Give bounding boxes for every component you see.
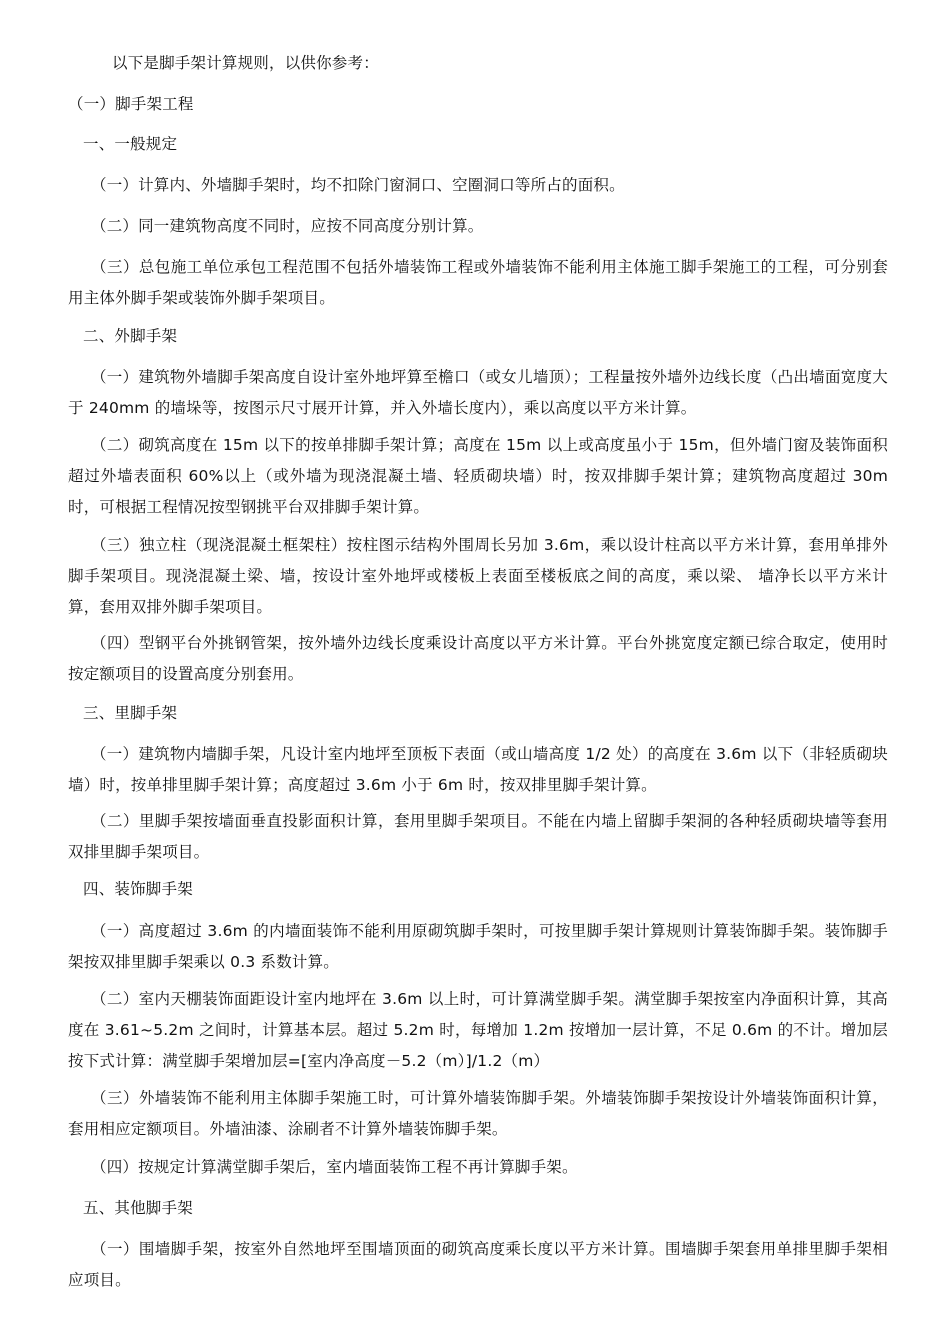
section-title-external: 二、外脚手架 <box>83 327 178 345</box>
paragraph: （四）按规定计算满堂脚手架后，室内墙面装饰工程不再计算脚手架。 <box>91 1158 578 1176</box>
paragraph: （二）室内天棚装饰面距设计室内地坪在 3.6m 以上时，可计算满堂脚手架。满堂脚手架按室内净面积计算，其高度在 3.61~5.2m 之间时，计算基本层。超过 5.2m 时，每增加 1.2m 按增加一层计算，不足 0.6m 的不计。增加层按下式计算：满堂脚手架增加层=[室内净高度－5.2（m）]/1.2（m） <box>68 990 888 1070</box>
paragraph: （二）砌筑高度在 15m 以下的按单排脚手架计算；高度在 15m 以上或高度虽小于 15m，但外墙门窗及装饰面积超过外墙表面积 60%以上（或外墙为现浇混凝土墙、轻质砌块墙）时，按双排脚手架计算；建筑物高度超过 30m 时，可根据工程情况按型钢挑平台双排脚手架计算。 <box>68 436 888 516</box>
section-title-general: 一、一般规定 <box>83 135 178 153</box>
paragraph: （四）型钢平台外挑钢管架，按外墙外边线长度乘设计高度以平方米计算。平台外挑宽度定额已综合取定，使用时按定额项目的设置高度分别套用。 <box>68 634 888 683</box>
paragraph: （二）同一建筑物高度不同时，应按不同高度分别计算。 <box>91 217 484 235</box>
paragraph: （三）总包施工单位承包工程范围不包括外墙装饰工程或外墙装饰不能利用主体施工脚手架施工的工程，可分别套用主体外脚手架或装饰外脚手架项目。 <box>68 258 888 307</box>
section-title-internal: 三、里脚手架 <box>83 704 178 722</box>
paragraph: （一）围墙脚手架，按室外自然地坪至围墙顶面的砌筑高度乘长度以平方米计算。围墙脚手架套用单排里脚手架相应项目。 <box>68 1240 888 1289</box>
paragraph: （三）外墙装饰不能利用主体脚手架施工时，可计算外墙装饰脚手架。外墙装饰脚手架按设计外墙装饰面积计算，套用相应定额项目。外墙油漆、涂刷者不计算外墙装饰脚手架。 <box>68 1089 888 1138</box>
section-title-other: 五、其他脚手架 <box>83 1199 193 1217</box>
paragraph: （一）计算内、外墙脚手架时，均不扣除门窗洞口、空圈洞口等所占的面积。 <box>91 176 625 194</box>
paragraph: （三）独立柱（现浇混凝土框架柱）按柱图示结构外围周长另加 3.6m，乘以设计柱高以平方米计算，套用单排外脚手架项目。现浇混凝土梁、墙，按设计室外地坪或楼板上表面至楼板底之间的高度，乘以梁、 墙净长以平方米计算，套用双排外脚手架项目。 <box>68 536 888 616</box>
part-title: （一）脚手架工程 <box>68 95 194 113</box>
paragraph: （一）建筑物外墙脚手架高度自设计室外地坪算至檐口（或女儿墙顶）；工程量按外墙外边线长度（凸出墙面宽度大于 240mm 的墙垛等，按图示尺寸展开计算，并入外墙长度内），乘以高度以平方米计算。 <box>68 368 888 417</box>
paragraph: （二）里脚手架按墙面垂直投影面积计算，套用里脚手架项目。不能在内墙上留脚手架洞的各种轻质砌块墙等套用双排里脚手架项目。 <box>68 812 888 861</box>
paragraph: （一）高度超过 3.6m 的内墙面装饰不能利用原砌筑脚手架时，可按里脚手架计算规则计算装饰脚手架。装饰脚手架按双排里脚手架乘以 0.3 系数计算。 <box>68 922 888 971</box>
intro-line: 以下是脚手架计算规则，以供你参考： <box>112 54 379 72</box>
paragraph: （一）建筑物内墙脚手架，凡设计室内地坪至顶板下表面（或山墙高度 1/2 处）的高度在 3.6m 以下（非轻质砌块墙）时，按单排里脚手架计算；高度超过 3.6m 小于 6m 时，按双排里脚手架计算。 <box>68 745 888 794</box>
section-title-decoration: 四、装饰脚手架 <box>83 880 193 898</box>
